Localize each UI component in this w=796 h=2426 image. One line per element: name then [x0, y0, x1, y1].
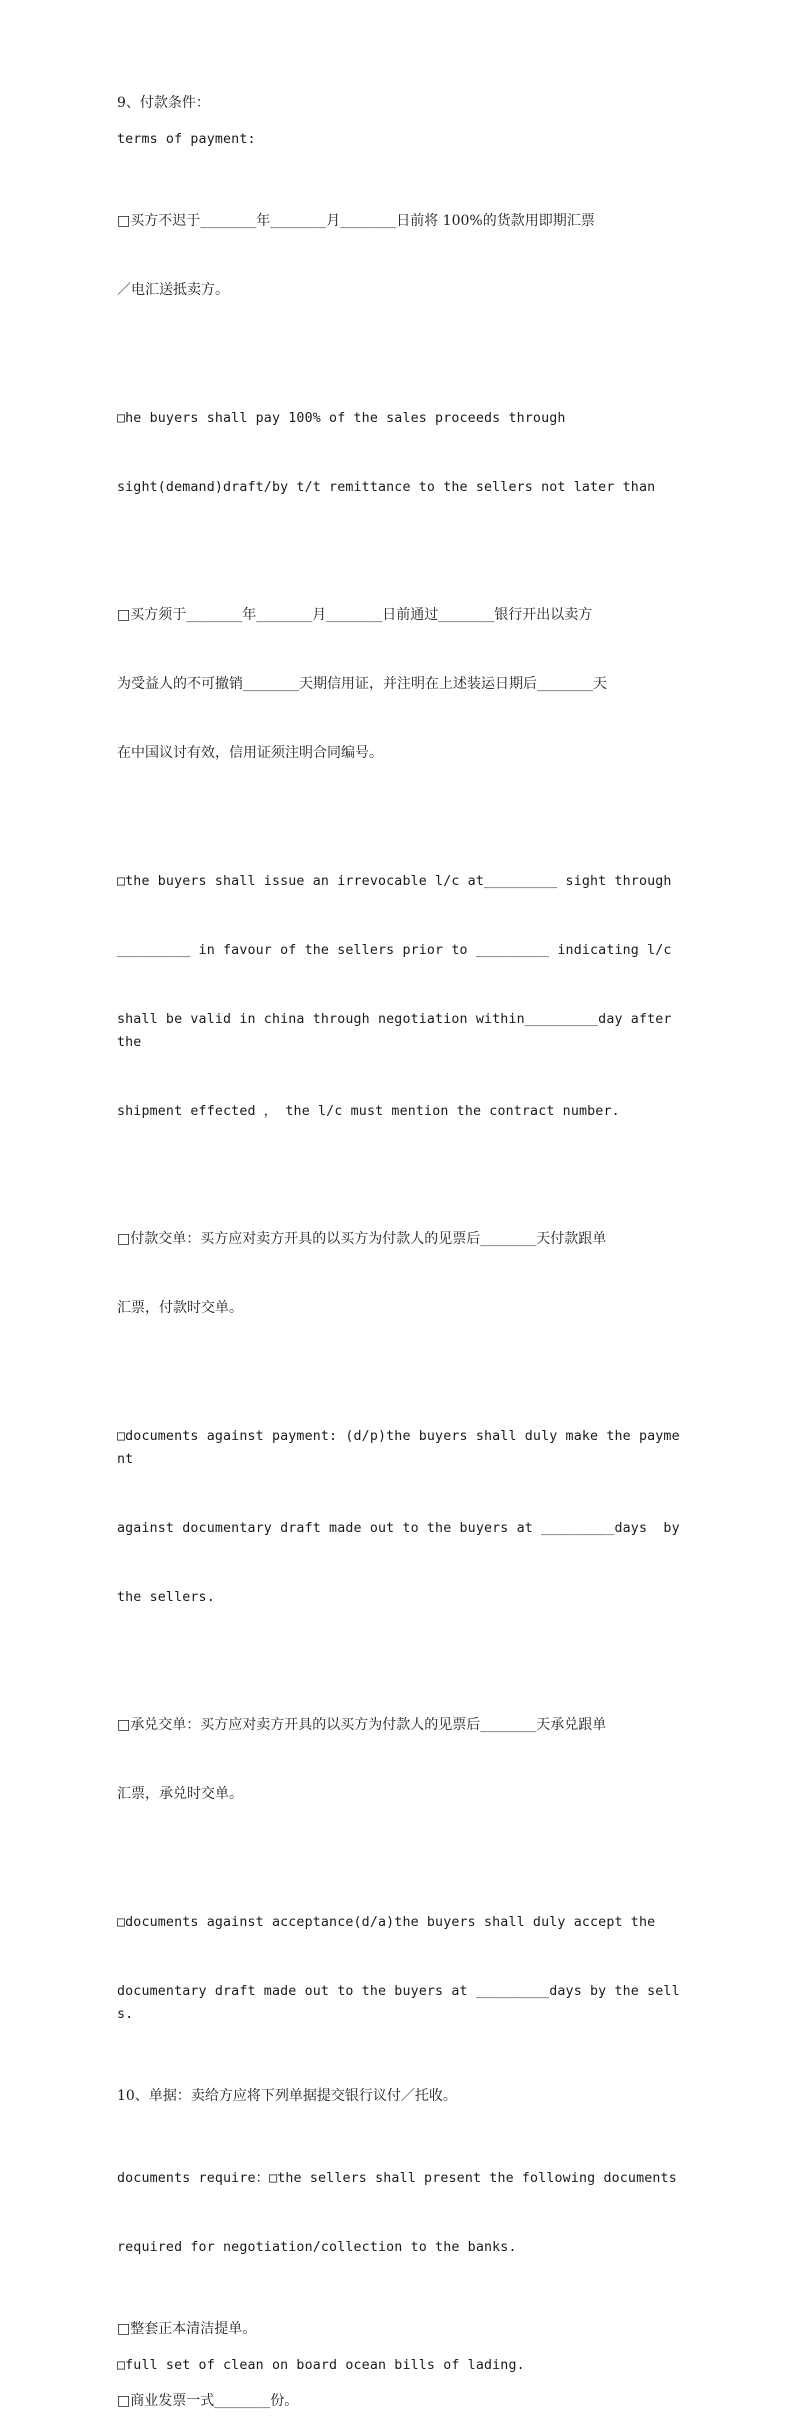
text-line: □documents against acceptance(d/a)the buyers shall duly accept the	[117, 1915, 656, 1930]
payment-terms-heading-en: terms of payment:	[117, 132, 256, 147]
text-line: documentary draft made out to the buyers at _________days by the sells.	[117, 1984, 680, 2022]
payment-terms-heading: 9、付款条件：	[117, 95, 210, 111]
contract-page	[117, 92, 682, 2426]
text-line: □documents against payment: (d/p)the buyers shall duly make the payment	[117, 1429, 680, 1467]
text-line: sight(demand)draft/by t/t remittance to the sellers not later than	[117, 480, 656, 495]
bill-of-lading-en: □full set of clean on board ocean bills of lading.	[117, 2358, 525, 2373]
text-line: 为受益人的不可撤销________天期信用证，并注明在上述装运日期后________天	[117, 676, 607, 692]
text-line: □the buyers shall issue an irrevocable l/c at_________ sight through	[117, 874, 672, 889]
text-line: documents require：□the sellers shall present the following documents	[117, 2171, 677, 2186]
text-line: required for negotiation/collection to the banks.	[117, 2240, 517, 2255]
bill-of-lading-cn: □整套正本清洁提单。	[117, 2321, 257, 2337]
text-line: □买方须于________年________月________日前通过________银行开出以卖方	[117, 607, 593, 623]
text-line: shipment effected ， the l/c must mention the contract number.	[117, 1104, 620, 1119]
text-line: 汇票，承兑时交单。	[117, 1786, 243, 1802]
text-line: □付款交单：买方应对卖方开具的以买方为付款人的见票后________天付款跟单	[117, 1231, 607, 1247]
documents-heading: 10、单据：卖给方应将下列单据提交银行议付／托收。	[117, 2088, 457, 2104]
text-line: 在中国议讨有效，信用证须注明合同编号。	[117, 745, 383, 761]
documents-required-en	[117, 2121, 682, 2305]
text-line: 汇票，付款时交单。	[117, 1300, 243, 1316]
payment-option-3-cn	[117, 1182, 682, 1366]
text-line: □he buyers shall pay 100% of the sales proceeds through	[117, 411, 566, 426]
payment-option-1-en	[117, 361, 682, 545]
text-line: against documentary draft made out to the buyers at _________days by	[117, 1521, 680, 1536]
text-line: _________ in favour of the sellers prior to _________ indicating l/c	[117, 943, 672, 958]
payment-option-2-en	[117, 824, 682, 1169]
payment-option-1-cn	[117, 164, 682, 348]
payment-option-2-cn	[117, 558, 682, 811]
payment-option-3-en	[117, 1379, 682, 1655]
payment-option-4-cn	[117, 1668, 682, 1852]
payment-option-4-en	[117, 1865, 682, 2072]
text-line: □买方不迟于________年________月________日前将 100%的货款用即期汇票	[117, 213, 595, 229]
commercial-invoice-cn: □商业发票一式________份。	[117, 2393, 299, 2409]
text-line: ／电汇送抵卖方。	[117, 282, 229, 298]
text-line: the sellers.	[117, 1590, 215, 1605]
text-line: □承兑交单：买方应对卖方开具的以买方为付款人的见票后________天承兑跟单	[117, 1717, 607, 1733]
text-line: shall be valid in china through negotiation within_________day after the	[117, 1012, 680, 1050]
